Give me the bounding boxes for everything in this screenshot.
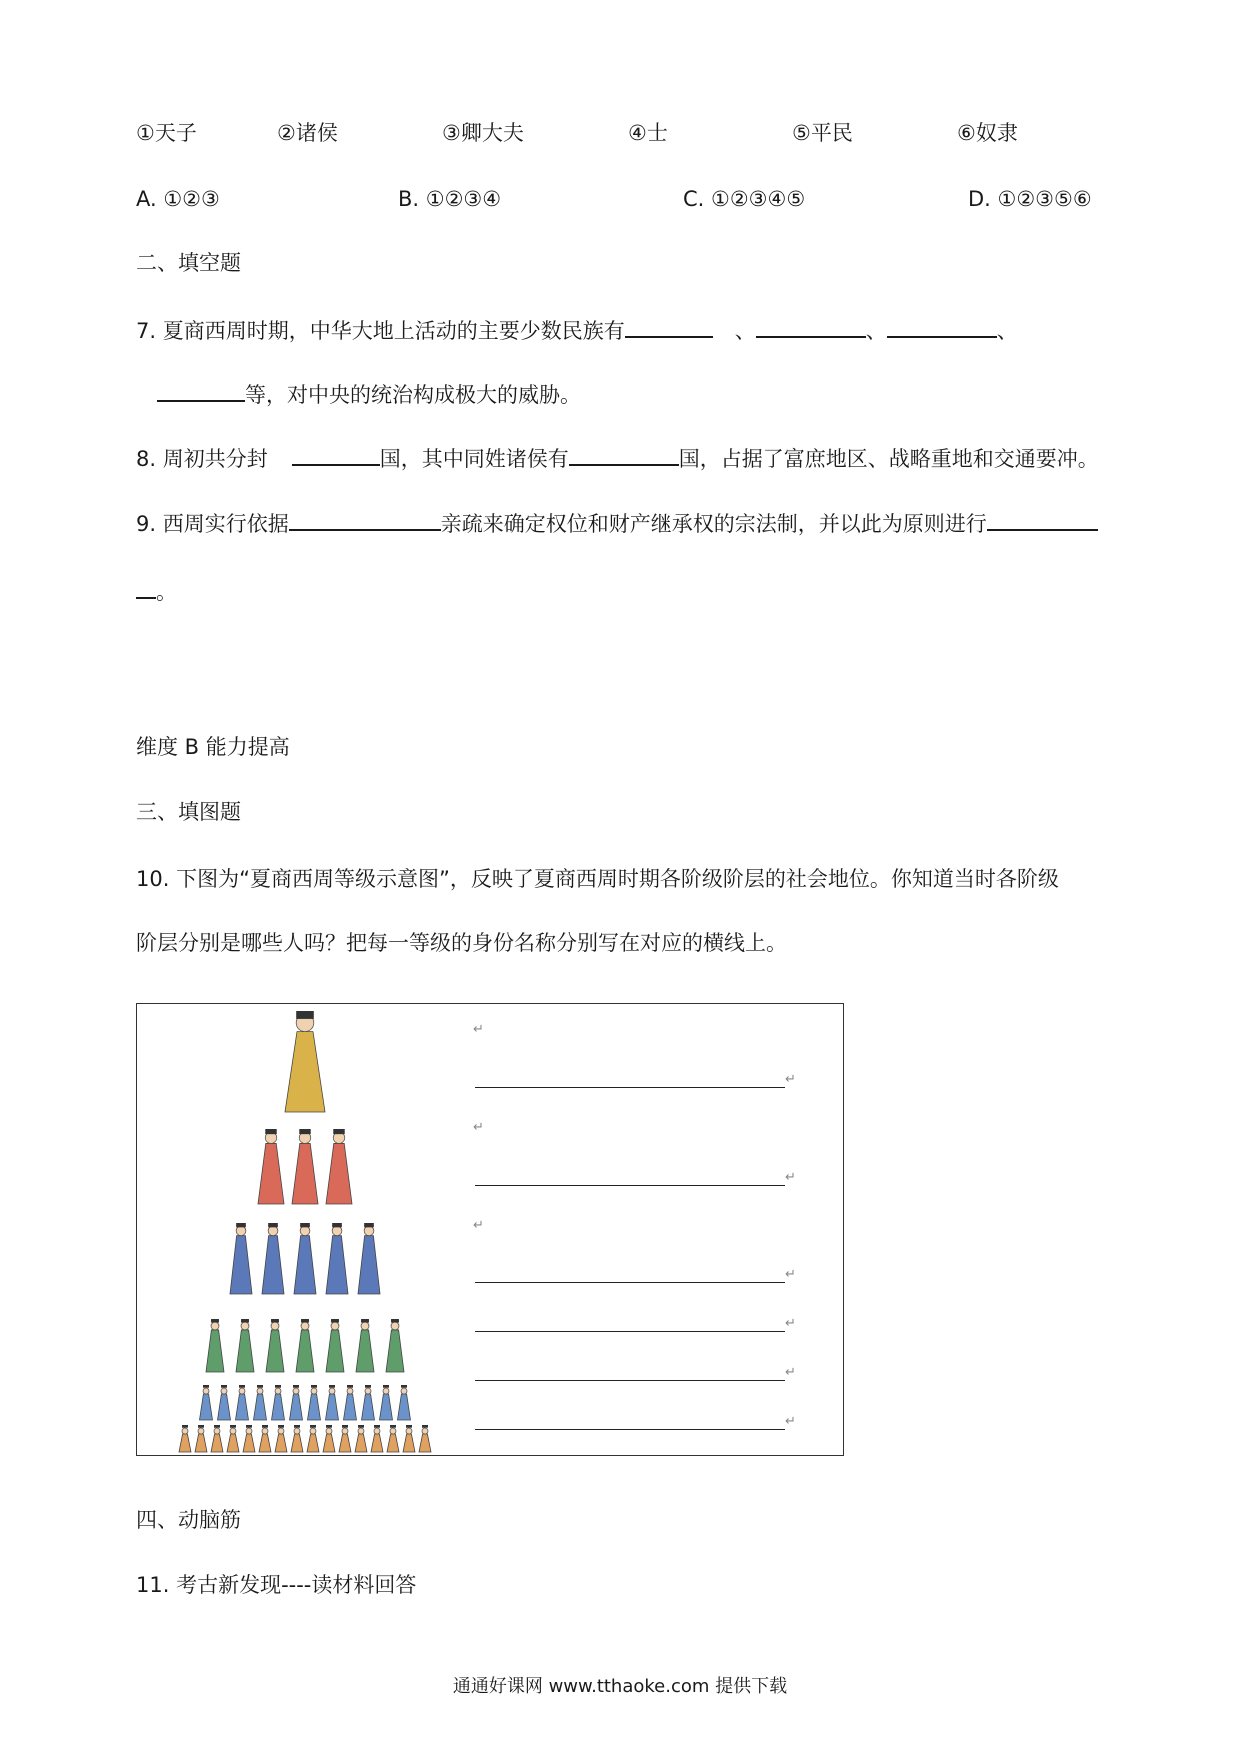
hierarchy-person-figure bbox=[230, 1223, 252, 1294]
section-think-title: 四、动脑筋 bbox=[136, 1508, 241, 1532]
hierarchy-person-figure bbox=[206, 1319, 224, 1372]
hierarchy-person-figure bbox=[339, 1425, 351, 1452]
q9-text-b: 亲疏来确定权位和财产继承权的宗法制，并以此为原则进行 bbox=[440, 512, 987, 536]
hierarchy-person-figure bbox=[344, 1385, 357, 1420]
choice-b: B. ①②③④ bbox=[398, 187, 502, 211]
hierarchy-person-figure bbox=[292, 1129, 318, 1204]
hierarchy-person-figure bbox=[243, 1425, 255, 1452]
q7-blank-3[interactable] bbox=[887, 316, 997, 338]
hierarchy-person-figure bbox=[356, 1319, 374, 1372]
paragraph-mark: ↵ bbox=[785, 1365, 796, 1380]
hierarchy-person-figure bbox=[326, 1319, 344, 1372]
q9-text-a: 9. 西周实行依据 bbox=[136, 512, 289, 536]
hierarchy-person-figure bbox=[275, 1425, 287, 1452]
option-2: ②诸侯 bbox=[277, 121, 338, 145]
q9-blank-2[interactable] bbox=[987, 509, 1098, 531]
hierarchy-person-figure bbox=[355, 1425, 367, 1452]
hierarchy-person-figure bbox=[323, 1425, 335, 1452]
hierarchy-person-figure bbox=[362, 1385, 375, 1420]
hierarchy-person-figure bbox=[419, 1425, 431, 1452]
hierarchy-person-figure bbox=[227, 1425, 239, 1452]
q9-blank-2-cont[interactable] bbox=[136, 577, 156, 599]
hierarchy-person-figure bbox=[285, 1011, 325, 1112]
hierarchy-person-figure bbox=[387, 1425, 399, 1452]
section-fill-figure-title: 三、填图题 bbox=[136, 800, 241, 824]
paragraph-mark: ↵ bbox=[473, 1218, 484, 1233]
hierarchy-person-figure bbox=[291, 1425, 303, 1452]
paragraph-mark: ↵ bbox=[785, 1267, 796, 1282]
hierarchy-person-figure bbox=[371, 1425, 383, 1452]
question-7-line2 bbox=[157, 380, 581, 409]
hierarchy-person-figure bbox=[308, 1385, 321, 1420]
hierarchy-person-figure bbox=[358, 1223, 380, 1294]
hierarchy-person-figure bbox=[258, 1129, 284, 1204]
hierarchy-figure bbox=[136, 1003, 844, 1456]
question-10-line1: 10. 下图为“夏商西周等级示意图”，反映了夏商西周时期各阶级阶层的社会地位。你知道当时各阶级 bbox=[136, 867, 1059, 891]
hierarchy-person-figure bbox=[262, 1223, 284, 1294]
q7-blank-1[interactable] bbox=[625, 316, 713, 338]
hierarchy-person-figure bbox=[403, 1425, 415, 1452]
hierarchy-person-figure bbox=[218, 1385, 231, 1420]
choice-d: D. ①②③⑤⑥ bbox=[968, 187, 1092, 211]
q9-end: 。 bbox=[156, 580, 177, 604]
social-hierarchy-pyramid bbox=[137, 1004, 457, 1454]
q9-blank-1[interactable] bbox=[289, 509, 441, 531]
option-5: ⑤平民 bbox=[792, 121, 853, 145]
question-10-line2: 阶层分别是哪些人吗？把每一等级的身份名称分别写在对应的横线上。 bbox=[136, 931, 787, 955]
q7-sep-3: 、 bbox=[996, 319, 1018, 343]
q7-blank-2[interactable] bbox=[756, 316, 866, 338]
hierarchy-person-figure bbox=[200, 1385, 213, 1420]
hierarchy-person-figure bbox=[386, 1319, 404, 1372]
choice-a: A. ①②③ bbox=[136, 187, 220, 211]
hierarchy-person-figure bbox=[326, 1385, 339, 1420]
q8-text-a: 8. 周初共分封 bbox=[136, 447, 268, 471]
choice-c: C. ①②③④⑤ bbox=[683, 187, 806, 211]
hierarchy-person-figure bbox=[380, 1385, 393, 1420]
footer-source: 通通好课网 www.tthaoke.com 提供下载 bbox=[452, 1676, 788, 1697]
question-11: 11. 考古新发现----读材料回答 bbox=[136, 1573, 417, 1597]
answer-line-1[interactable] bbox=[475, 1087, 785, 1088]
hierarchy-person-figure bbox=[290, 1385, 303, 1420]
hierarchy-person-figure bbox=[296, 1319, 314, 1372]
option-1: ①天子 bbox=[136, 121, 197, 145]
answer-line-4[interactable] bbox=[475, 1331, 785, 1332]
hierarchy-person-figure bbox=[211, 1425, 223, 1452]
q7-sep-2: 、 bbox=[865, 319, 887, 343]
hierarchy-person-figure bbox=[272, 1385, 285, 1420]
hierarchy-person-figure bbox=[398, 1385, 411, 1420]
q8-blank-1[interactable] bbox=[292, 444, 380, 466]
hierarchy-person-figure bbox=[179, 1425, 191, 1452]
question-9 bbox=[136, 509, 1098, 538]
hierarchy-person-figure bbox=[307, 1425, 319, 1452]
option-6: ⑥奴隶 bbox=[957, 121, 1018, 145]
answer-line-5[interactable] bbox=[475, 1380, 785, 1381]
option-3: ③卿大夫 bbox=[442, 121, 524, 145]
answer-line-2[interactable] bbox=[475, 1185, 785, 1186]
q7-sep-1: 、 bbox=[734, 319, 756, 343]
hierarchy-person-figure bbox=[236, 1385, 249, 1420]
q8-text-c: 国，占据了富庶地区、战略重地和交通要冲。 bbox=[678, 447, 1099, 471]
q7-text: 7. 夏商西周时期，中华大地上活动的主要少数民族有 bbox=[136, 319, 625, 343]
answer-line-3[interactable] bbox=[475, 1282, 785, 1283]
question-9-line2 bbox=[136, 577, 177, 606]
paragraph-mark: ↵ bbox=[473, 1120, 484, 1135]
section-fill-blank-title: 二、填空题 bbox=[136, 251, 241, 275]
hierarchy-person-figure bbox=[294, 1223, 316, 1294]
q7-blank-4[interactable] bbox=[157, 380, 245, 402]
q8-text-b: 国，其中同姓诸侯有 bbox=[379, 447, 569, 471]
paragraph-mark: ↵ bbox=[785, 1316, 796, 1331]
hierarchy-person-figure bbox=[254, 1385, 267, 1420]
hierarchy-person-figure bbox=[259, 1425, 271, 1452]
paragraph-mark: ↵ bbox=[473, 1022, 484, 1037]
dimension-b-heading: 维度 B 能力提高 bbox=[136, 735, 290, 759]
hierarchy-person-figure bbox=[326, 1223, 348, 1294]
paragraph-mark: ↵ bbox=[785, 1414, 796, 1429]
question-7-line1 bbox=[136, 316, 1018, 345]
paragraph-mark: ↵ bbox=[785, 1170, 796, 1185]
q8-blank-2[interactable] bbox=[569, 444, 679, 466]
question-8 bbox=[136, 444, 1099, 473]
answer-line-6[interactable] bbox=[475, 1429, 785, 1430]
hierarchy-person-figure bbox=[326, 1129, 352, 1204]
paragraph-mark: ↵ bbox=[785, 1072, 796, 1087]
q7-text-2: 等，对中央的统治构成极大的威胁。 bbox=[245, 383, 581, 407]
option-4: ④士 bbox=[628, 121, 668, 145]
hierarchy-person-figure bbox=[236, 1319, 254, 1372]
hierarchy-person-figure bbox=[266, 1319, 284, 1372]
hierarchy-person-figure bbox=[195, 1425, 207, 1452]
